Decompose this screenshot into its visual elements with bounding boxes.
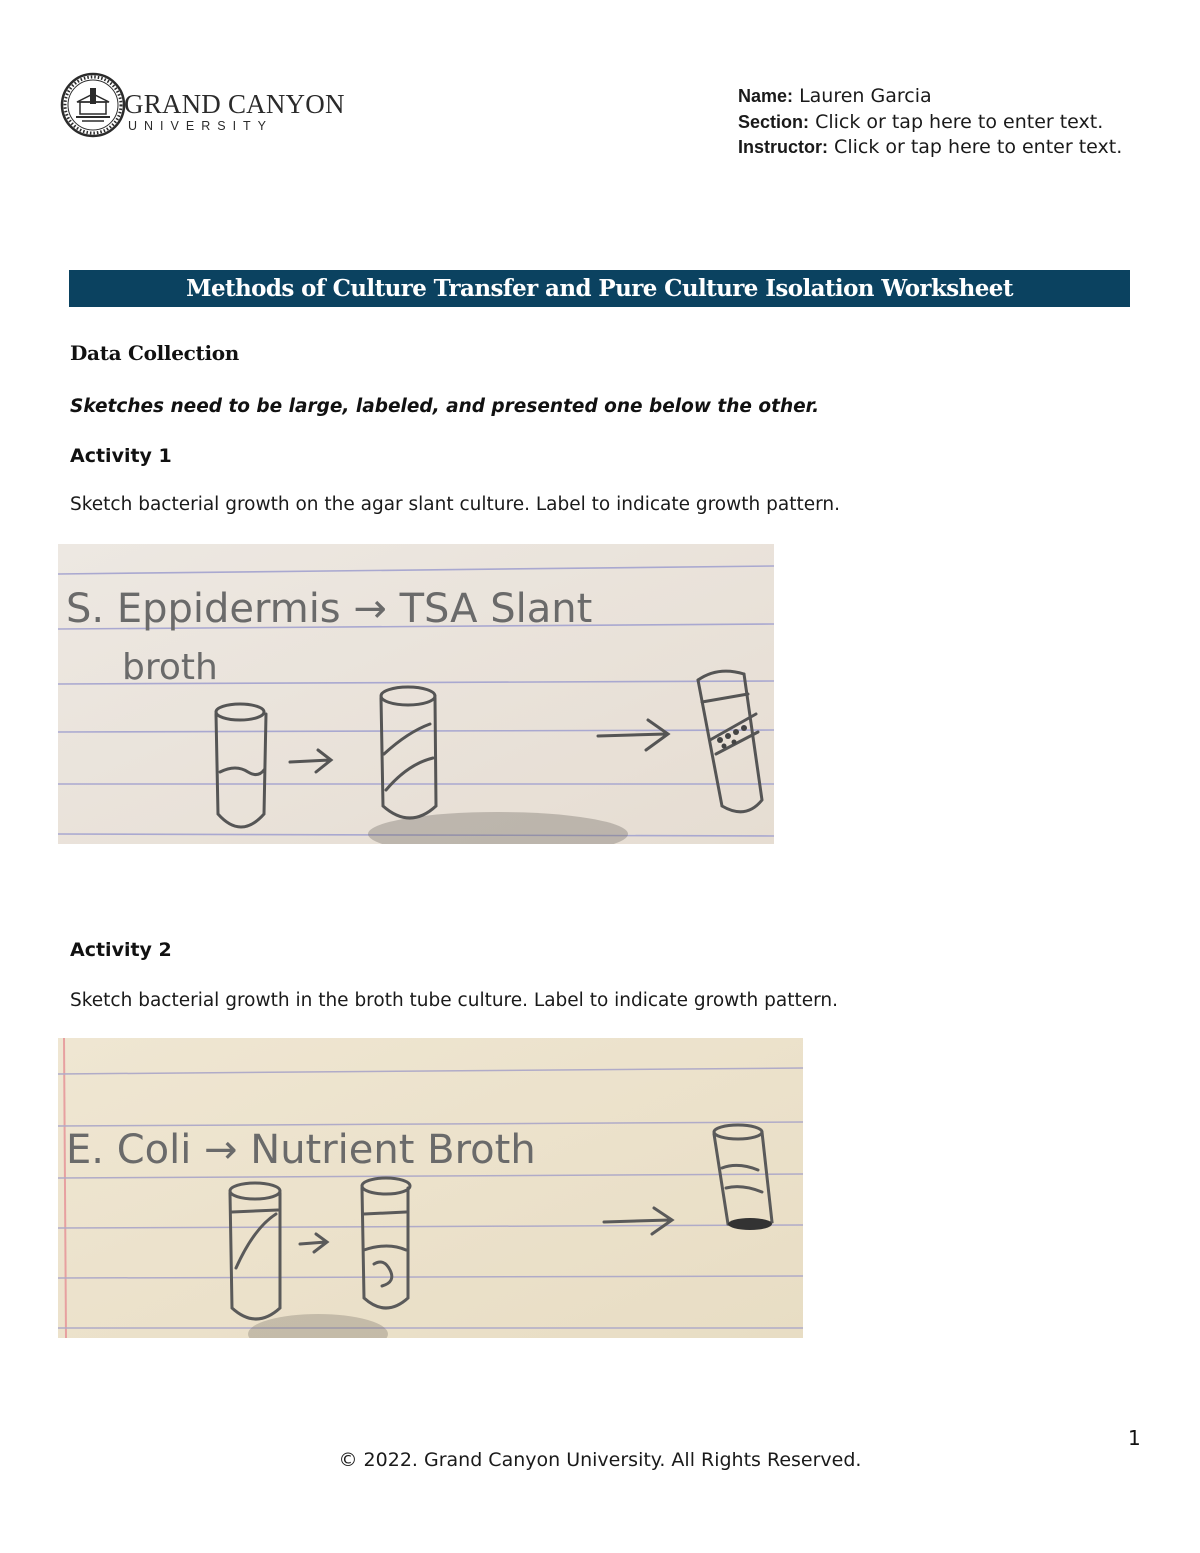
page-title: Methods of Culture Transfer and Pure Culture Isolation Worksheet xyxy=(186,275,1013,302)
activity1-sketch-label2: broth xyxy=(122,647,218,688)
activity1-sketch xyxy=(58,544,774,844)
instructor-value[interactable]: Click or tap here to enter text. xyxy=(834,136,1123,158)
page-number: 1 xyxy=(1128,1426,1141,1450)
activity2-heading: Activity 2 xyxy=(70,939,172,961)
instructor-label: Instructor: xyxy=(738,137,828,157)
section-field xyxy=(738,110,1138,136)
instructor-field xyxy=(738,135,1138,161)
university-logo xyxy=(60,72,350,138)
copyright-footer: © 2022. Grand Canyon University. All Rights Reserved. xyxy=(338,1449,862,1471)
data-collection-heading: Data Collection xyxy=(70,341,240,365)
logo-name-line1: GRAND CANYON xyxy=(124,89,345,119)
activity2-sketch xyxy=(58,1038,803,1338)
activity2-prompt: Sketch bacterial growth in the broth tube culture. Label to indicate growth pattern. xyxy=(70,990,839,1011)
activity1-sketch-label: S. Eppidermis → TSA Slant xyxy=(66,586,593,632)
logo-name-line2: UNIVERSITY xyxy=(128,119,274,133)
activity1-prompt: Sketch bacterial growth on the agar slant culture. Label to indicate growth pattern. xyxy=(70,494,840,515)
activity1-heading: Activity 1 xyxy=(70,445,172,467)
student-info xyxy=(738,84,1138,161)
name-value[interactable]: Lauren Garcia xyxy=(799,85,932,107)
activity2-sketch-label: E. Coli → Nutrient Broth xyxy=(66,1127,536,1173)
section-label: Section: xyxy=(738,111,810,132)
instructions: Sketches need to be large, labeled, and presented one below the other. xyxy=(70,396,820,417)
name-field xyxy=(738,84,1138,110)
section-value[interactable]: Click or tap here to enter text. xyxy=(815,110,1104,133)
university-seal-icon xyxy=(60,72,126,138)
title-bar xyxy=(69,270,1130,307)
name-label: Name: xyxy=(738,86,794,106)
